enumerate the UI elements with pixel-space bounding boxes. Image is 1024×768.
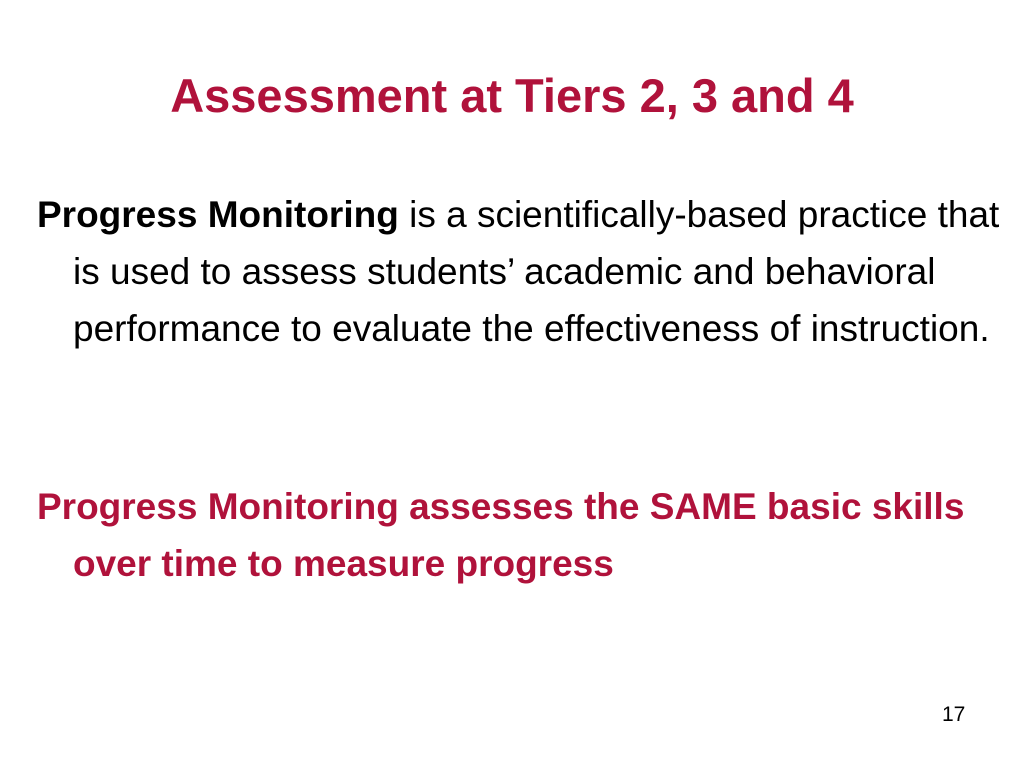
paragraph-rest: is a scientifically-based practice that is used to assess students’ academic and behavioral performance to evaluate the effectiveness of instruction. — [73, 194, 1000, 349]
paragraph-bold-lead: Progress Monitoring — [37, 194, 399, 235]
paragraph-progress-monitoring-definition — [37, 186, 1024, 357]
page-number: 17 — [942, 703, 966, 726]
slide-title: Assessment at Tiers 2, 3 and 4 — [170, 69, 854, 122]
paragraph-progress-monitoring-emphasis: Progress Monitoring assesses the SAME basic skills over time to measure progress — [37, 486, 965, 584]
